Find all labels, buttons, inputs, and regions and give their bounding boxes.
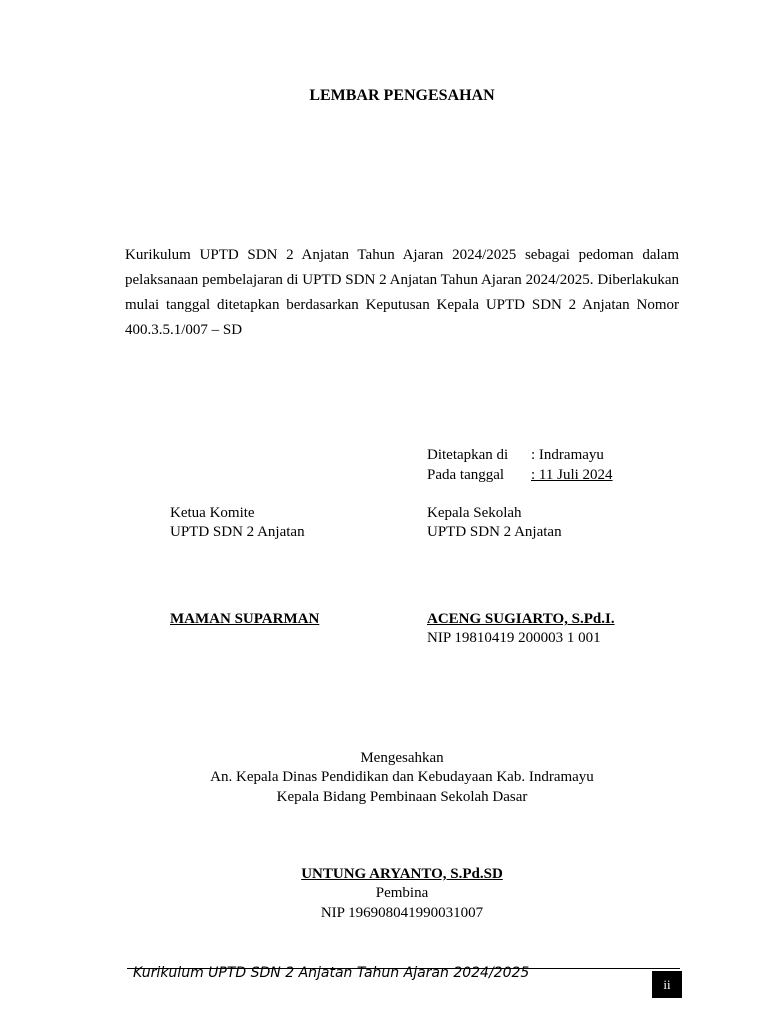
body-paragraph: Kurikulum UPTD SDN 2 Anjatan Tahun Ajaran 2024/2025 sebagai pedoman dalam pelaksanaan pembelajaran di UPTD SDN 2 Anjatan Tahun Ajaran 2024/2025. Diberlakukan mulai tanggal ditetapkan berdasarkan Keputusan Kepala UPTD SDN 2 Anjatan Nomor 400.3.5.1/007 – SD [125, 247, 679, 338]
right-signatory-role: Kepala Sekolah [427, 505, 522, 521]
right-signatory-name: ACENG SUGIARTO, S.Pd.I. [427, 611, 615, 627]
footer-text: Kurikulum UPTD SDN 2 Anjatan Tahun Ajaran 2024/2025 [133, 965, 530, 981]
right-signatory-nip: NIP 19810419 200003 1 001 [427, 630, 601, 646]
place-value: : Indramayu [531, 447, 604, 463]
page-title: LEMBAR PENGESAHAN [309, 87, 495, 104]
left-signatory-role: Ketua Komite [170, 505, 255, 521]
approval-line-2: Kepala Bidang Pembinaan Sekolah Dasar [276, 789, 528, 805]
approval-rank: Pembina [375, 885, 429, 901]
approval-nip: NIP 196908041990031007 [320, 905, 484, 921]
date-value: : 11 Juli 2024 [531, 467, 613, 483]
place-label: Ditetapkan di [427, 447, 509, 463]
approval-heading: Mengesahkan [360, 750, 444, 766]
stipulation-place [427, 446, 604, 466]
left-signatory-institution: UPTD SDN 2 Anjatan [170, 524, 305, 540]
page-number: ii [652, 971, 682, 998]
right-signatory-institution: UPTD SDN 2 Anjatan [427, 524, 562, 540]
approval-name: UNTUNG ARYANTO, S.Pd.SD [301, 866, 503, 882]
date-label: Pada tanggal [427, 467, 505, 483]
approval-line-1: An. Kepala Dinas Pendidikan dan Kebudayaan Kab. Indramayu [210, 769, 594, 785]
stipulation-date [427, 466, 613, 486]
left-signatory-name: MAMAN SUPARMAN [170, 611, 320, 627]
